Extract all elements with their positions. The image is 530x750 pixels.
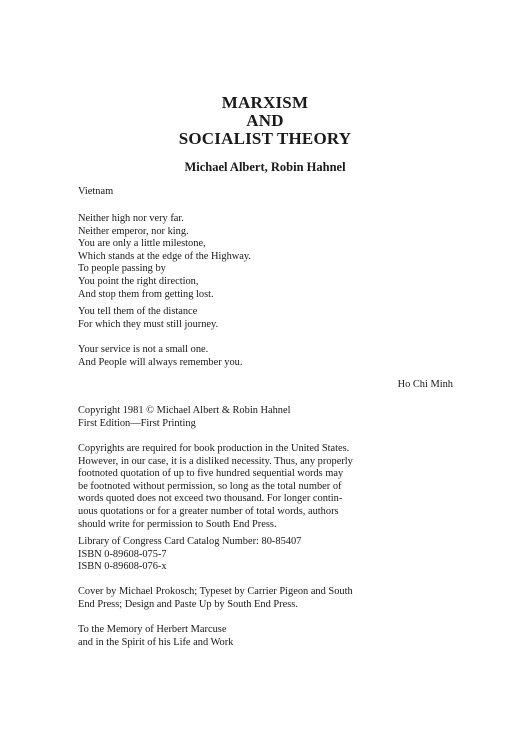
isbn-line: ISBN 0-89608-076-x <box>78 561 167 573</box>
production-credits <box>78 586 458 611</box>
memorial-dedication <box>78 624 458 649</box>
poem-line: Neither high nor very far. <box>78 213 184 224</box>
title-line: SOCIALIST THEORY <box>178 129 352 148</box>
poem-line: Which stands at the edge of the Highway. <box>78 250 252 262</box>
credits-line: Cover by Michael Prokosch; Typeset by Carrier Pigeon and South <box>78 586 353 597</box>
poem-line: And stop them from getting lost. <box>78 288 214 300</box>
paragraph-line: uous quotations or for a greater number of total words, authors <box>78 505 339 517</box>
catalog-number: Library of Congress Card Catalog Number: 80-85407 <box>78 536 302 547</box>
poem-line: You tell them of the distance <box>78 306 198 317</box>
book-title <box>0 94 530 148</box>
rights-paragraph <box>78 443 458 531</box>
paragraph-line: However, in our case, it is a disliked necessity. Thus, any properly <box>78 455 353 467</box>
poem-line: You are only a little milestone, <box>78 238 206 250</box>
edition-line: First Edition—First Printing <box>78 417 196 429</box>
poem-line: For which they must still journey. <box>78 318 219 330</box>
paragraph-line: footnoted quotation of up to five hundred sequential words may <box>78 468 344 480</box>
poem-heading: Vietnam <box>78 186 114 197</box>
poem-stanza-2 <box>78 306 458 331</box>
memorial-line: To the Memory of Herbert Marcuse <box>78 624 227 635</box>
poem-stanza-3 <box>78 344 458 369</box>
poem-line: Neither emperor, nor king. <box>78 225 189 237</box>
paragraph-line: should write for permission to South End Press. <box>78 518 277 530</box>
paragraph-line: be footnoted without permission, so long as the total number of <box>78 480 342 492</box>
title-line: AND <box>246 111 284 130</box>
isbn-line: ISBN 0-89608-075-7 <box>78 548 167 560</box>
poem-signature: Ho Chi Minh <box>397 379 453 390</box>
poem-line: Your service is not a small one. <box>78 344 209 355</box>
copyright-notice <box>78 405 458 430</box>
paragraph-line: words quoted does not exceed two thousand. For longer contin- <box>78 493 343 505</box>
poem-line: You point the right direction, <box>78 275 199 287</box>
catalog-info <box>78 536 458 574</box>
credits-line: End Press; Design and Paste Up by South End Press. <box>78 598 298 610</box>
authors: Michael Albert, Robin Hahnel <box>184 160 346 174</box>
poem-line: And People will always remember you. <box>78 356 243 368</box>
copyright-line: Copyright 1981 © Michael Albert & Robin Hahnel <box>78 405 291 416</box>
title-line: MARXISM <box>221 93 309 112</box>
poem-line: To people passing by <box>78 263 166 275</box>
paragraph-line: Copyrights are required for book production in the United States. <box>78 443 350 454</box>
poem-stanza-1 <box>78 213 458 301</box>
memorial-line: and in the Spirit of his Life and Work <box>78 636 234 648</box>
